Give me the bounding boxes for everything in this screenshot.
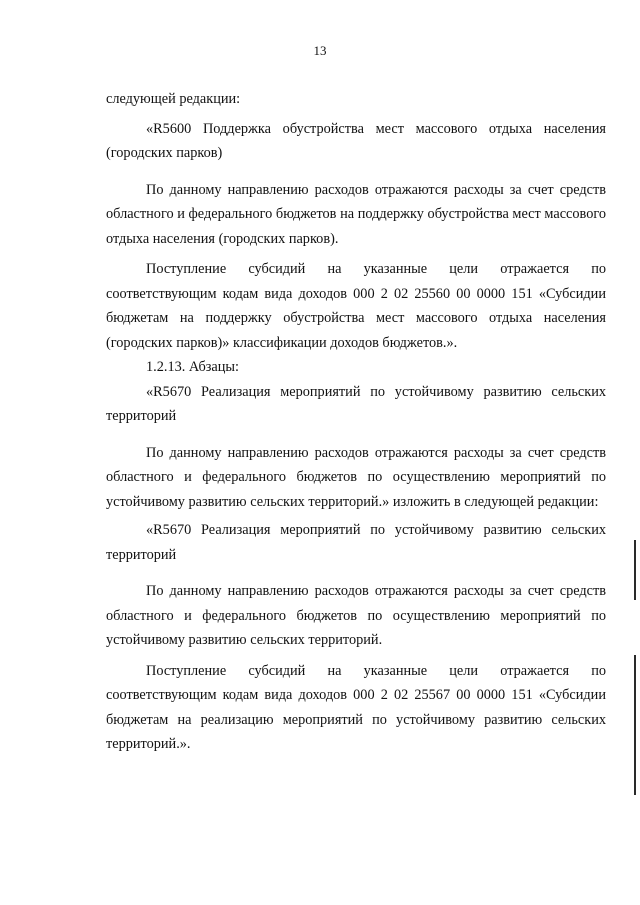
scan-edge-mark (634, 655, 636, 795)
paragraph-r5670-revenue: Поступление субсидий на указанные цели отражается по соответствующим кодам вида доходов 000 2 02 25567 00 0000 151 «Субсидии бюджетам на реализацию мероприятий по устойчивому развитию сельских территорий.». (106, 662, 606, 752)
paragraph-r5600-description: По данному направлению расходов отражаются расходы за счет средств областного и федерального бюджетов на поддержку обустройства мест массового отдыха населения (городских парков). (106, 181, 606, 247)
paragraph-r5670-old-heading: «R5670 Реализация мероприятий по устойчивому развитию сельских территорий (106, 383, 606, 424)
page-number: 13 (313, 43, 327, 58)
paragraph-r5670-new-description: По данному направлению расходов отражаются расходы за счет средств областного и федерального бюджетов по осуществлению мероприятий по устойчивому развитию сельских территорий. (106, 583, 606, 648)
paragraph-r5670-old-description: По данному направлению расходов отражаются расходы за счет средств областного и федерального бюджетов по осуществлению мероприятий по устойчивому развитию сельских территорий.» изложить в следующей редакции: (106, 444, 606, 510)
document-body (106, 87, 606, 757)
paragraph-r5600-revenue: Поступление субсидий на указанные цели отражается по соответствующим кодам вида доходов 000 2 02 25560 00 0000 151 «Субсидии бюджетам на поддержку обустройства мест массового отдыха населения (городских парков)» классификации доходов бюджетов.». (106, 261, 606, 351)
paragraph-r5600-heading: «R5600 Поддержка обустройства мест массового отдыха населения (городских парков) (106, 120, 606, 161)
paragraph-section-1-2-13: 1.2.13. Абзацы: (146, 359, 239, 375)
paragraph-r5670-new-heading: «R5670 Реализация мероприятий по устойчивому развитию сельских территорий (106, 522, 606, 563)
paragraph-intro: следующей редакции: (106, 91, 241, 107)
scan-edge-mark (634, 540, 636, 600)
